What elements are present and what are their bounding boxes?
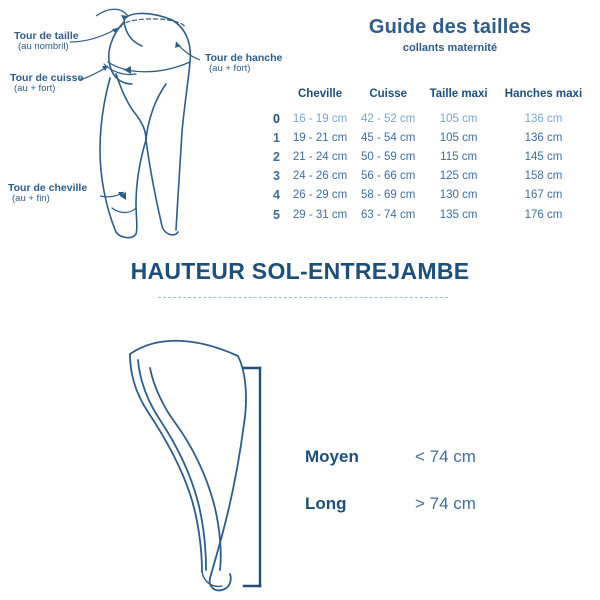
row-taille-maxi: 125 cm [439, 170, 478, 183]
row-taille-maxi: 105 cm [439, 131, 478, 144]
row-cuisse: 45 - 54 cm [361, 131, 416, 144]
row-cuisse: 50 - 59 cm [361, 150, 416, 163]
th-taille-maxi: Taille maxi [429, 88, 488, 100]
th-cuisse: Cuisse [369, 88, 408, 100]
table-row [262, 167, 592, 186]
row-size: 3 [273, 169, 280, 184]
length-value-moyen: < 74 cm [415, 447, 476, 466]
th-size [262, 88, 286, 109]
row-hanches-maxi: 176 cm [524, 208, 563, 221]
row-taille-maxi: 115 cm [440, 150, 478, 163]
bottom-section [0, 312, 600, 600]
row-cuisse: 56 - 66 cm [361, 170, 416, 183]
height-section-title: HAUTEUR SOL-ENTREJAMBE [130, 258, 470, 284]
height-bracket [240, 366, 270, 588]
row-cuisse: 63 - 74 cm [361, 208, 416, 221]
row-hanches-maxi: 145 cm [524, 150, 563, 163]
row-taille-maxi: 135 cm [439, 208, 478, 221]
row-size: 0 [273, 111, 280, 126]
row-cheville: 16 - 19 cm [292, 112, 348, 125]
table-row [262, 109, 592, 128]
top-section [0, 0, 600, 248]
callout-cuisse-label: Tour de cuisse [10, 72, 84, 84]
divider [158, 297, 448, 298]
length-value-long: > 74 cm [415, 494, 476, 513]
callout-tour-de-cuisse [10, 72, 83, 95]
row-cuisse: 58 - 69 cm [361, 189, 416, 202]
table-row [262, 128, 592, 147]
table-row [262, 186, 592, 205]
row-cheville: 26 - 29 cm [292, 189, 348, 202]
row-cheville: 19 - 21 cm [292, 131, 348, 144]
callout-hanche-note: (au + fort) [209, 63, 251, 75]
row-cheville: 24 - 26 cm [292, 170, 348, 183]
callout-cheville-note: (au + fin) [12, 193, 50, 205]
length-label-moyen: Moyen [305, 447, 359, 466]
row-size: 1 [273, 130, 280, 145]
row-size: 4 [273, 188, 280, 203]
length-label-long: Long [305, 494, 347, 513]
guide-subtitle: collants maternité [402, 42, 498, 54]
callout-taille-label: Tour de taille [14, 30, 79, 42]
guide-title: Guide des tailles [368, 16, 532, 38]
callout-taille-note: (au nombril) [18, 41, 69, 53]
callout-tour-de-taille [14, 30, 79, 53]
callout-tour-de-hanche [205, 52, 282, 75]
size-table [262, 88, 592, 224]
row-cuisse: 42 - 52 cm [361, 112, 416, 125]
table-row [262, 205, 592, 224]
row-hanches-maxi: 136 cm [524, 131, 563, 144]
row-size: 2 [273, 149, 280, 164]
row-hanches-maxi: 136 cm [524, 112, 563, 125]
callout-cuisse-note: (au + fort) [14, 83, 56, 95]
table-row [262, 147, 592, 166]
row-hanches-maxi: 158 cm [524, 170, 563, 183]
row-cheville: 29 - 31 cm [292, 208, 348, 221]
row-hanches-maxi: 167 cm [524, 189, 563, 202]
table-header-row [262, 88, 592, 109]
callout-cheville-label: Tour de cheville [8, 182, 88, 194]
th-hanches-maxi: Hanches maxi [504, 88, 583, 100]
row-taille-maxi: 130 cm [439, 189, 478, 202]
row-size: 5 [273, 207, 280, 222]
callout-hanche-label: Tour de hanche [205, 52, 283, 64]
th-cheville: Cheville [298, 88, 343, 100]
callout-tour-de-cheville [8, 182, 87, 205]
row-cheville: 21 - 24 cm [292, 150, 348, 163]
row-taille-maxi: 105 cm [439, 112, 478, 125]
